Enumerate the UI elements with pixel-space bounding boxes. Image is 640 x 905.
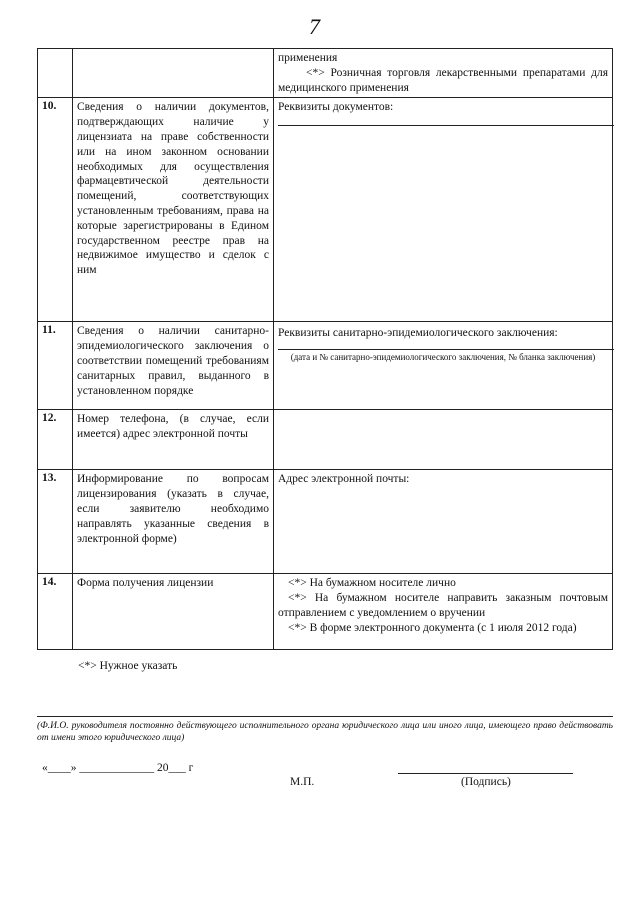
sanitary-requisites-caption: (дата и № санитарно-эпидемиологического заключения, № бланка заключения)	[290, 352, 596, 363]
row-description: Сведения о наличии санитарно-эпидемиологического заключения о соответствии помещений требованиям санитарных правил, выданного в установленном порядке	[73, 322, 274, 410]
fio-caption: (Ф.И.О. руководителя постоянно действующего исполнительного органа юридического лица или иного лица, имеющего право действовать от имени этого юридического лица)	[37, 721, 613, 743]
documents-requisites-field[interactable]	[278, 115, 614, 126]
activity-option-tail: применения	[278, 52, 338, 64]
documents-requisites-cell	[274, 98, 613, 322]
row-description: Номер телефона, (в случае, если имеется) адрес электронной почты	[73, 410, 274, 470]
date-field[interactable]: «____» _____________ 20___ г	[42, 762, 194, 774]
activity-options-cell	[274, 49, 613, 98]
sanitary-requisites-cell	[274, 322, 613, 410]
email-address-cell	[274, 470, 613, 574]
row-description: Информирование по вопросам лицензирования (указать в случае, если заявителю необходимо направлять указанные сведения в электронной форме)	[73, 470, 274, 574]
row-number: 10.	[38, 98, 73, 322]
table-row	[38, 322, 613, 410]
application-form-table	[37, 48, 613, 650]
license-option-paper-mail[interactable]: <*> На бумажном носителе направить заказным почтовым отправлением с уведомлением о вручении	[278, 592, 608, 619]
phone-email-field[interactable]	[274, 410, 613, 470]
license-form-options-cell	[274, 574, 613, 650]
stamp-placeholder: М.П.	[290, 776, 315, 788]
row-number: 14.	[38, 574, 73, 650]
row-number: 12.	[38, 410, 73, 470]
table-row	[38, 470, 613, 574]
table-row	[38, 98, 613, 322]
email-address-label: Адрес электронной почты:	[278, 473, 410, 486]
row-description: Форма получения лицензии	[73, 574, 274, 650]
documents-requisites-label: Реквизиты документов:	[278, 101, 394, 114]
sanitary-requisites-label: Реквизиты санитарно-эпидемиологического заключения:	[278, 327, 558, 340]
signature-caption: (Подпись)	[461, 776, 511, 788]
sanitary-requisites-field[interactable]	[278, 341, 614, 350]
row-description-cell	[73, 49, 274, 98]
row-description: Сведения о наличии документов, подтверждающих наличие у лицензиата на праве собственности или на ином законном основании необходимых для осуществления фармацевтической деятельности помещений, соответствующих установленным требованиям, права на которые зарегистрированы в Едином государственном реестре прав на недвижимое имущество и сделок с ним	[73, 98, 274, 322]
row-number: 13.	[38, 470, 73, 574]
row-number-cell	[38, 49, 73, 98]
table-row	[38, 49, 613, 98]
page-mark: 7	[309, 14, 320, 39]
row-number: 11.	[38, 322, 73, 410]
fio-signature-line[interactable]	[37, 716, 613, 717]
footnote: <*> Нужное указать	[78, 660, 178, 672]
license-option-paper-personal[interactable]: <*> На бумажном носителе лично	[288, 577, 456, 590]
table-row	[38, 574, 613, 650]
table-row	[38, 410, 613, 470]
activity-option-retail: <*> Розничная торговля лекарственными препаратами для медицинского применения	[278, 66, 608, 94]
license-option-electronic[interactable]: <*> В форме электронного документа (с 1 июля 2012 года)	[288, 621, 577, 634]
signature-field[interactable]	[398, 773, 573, 774]
